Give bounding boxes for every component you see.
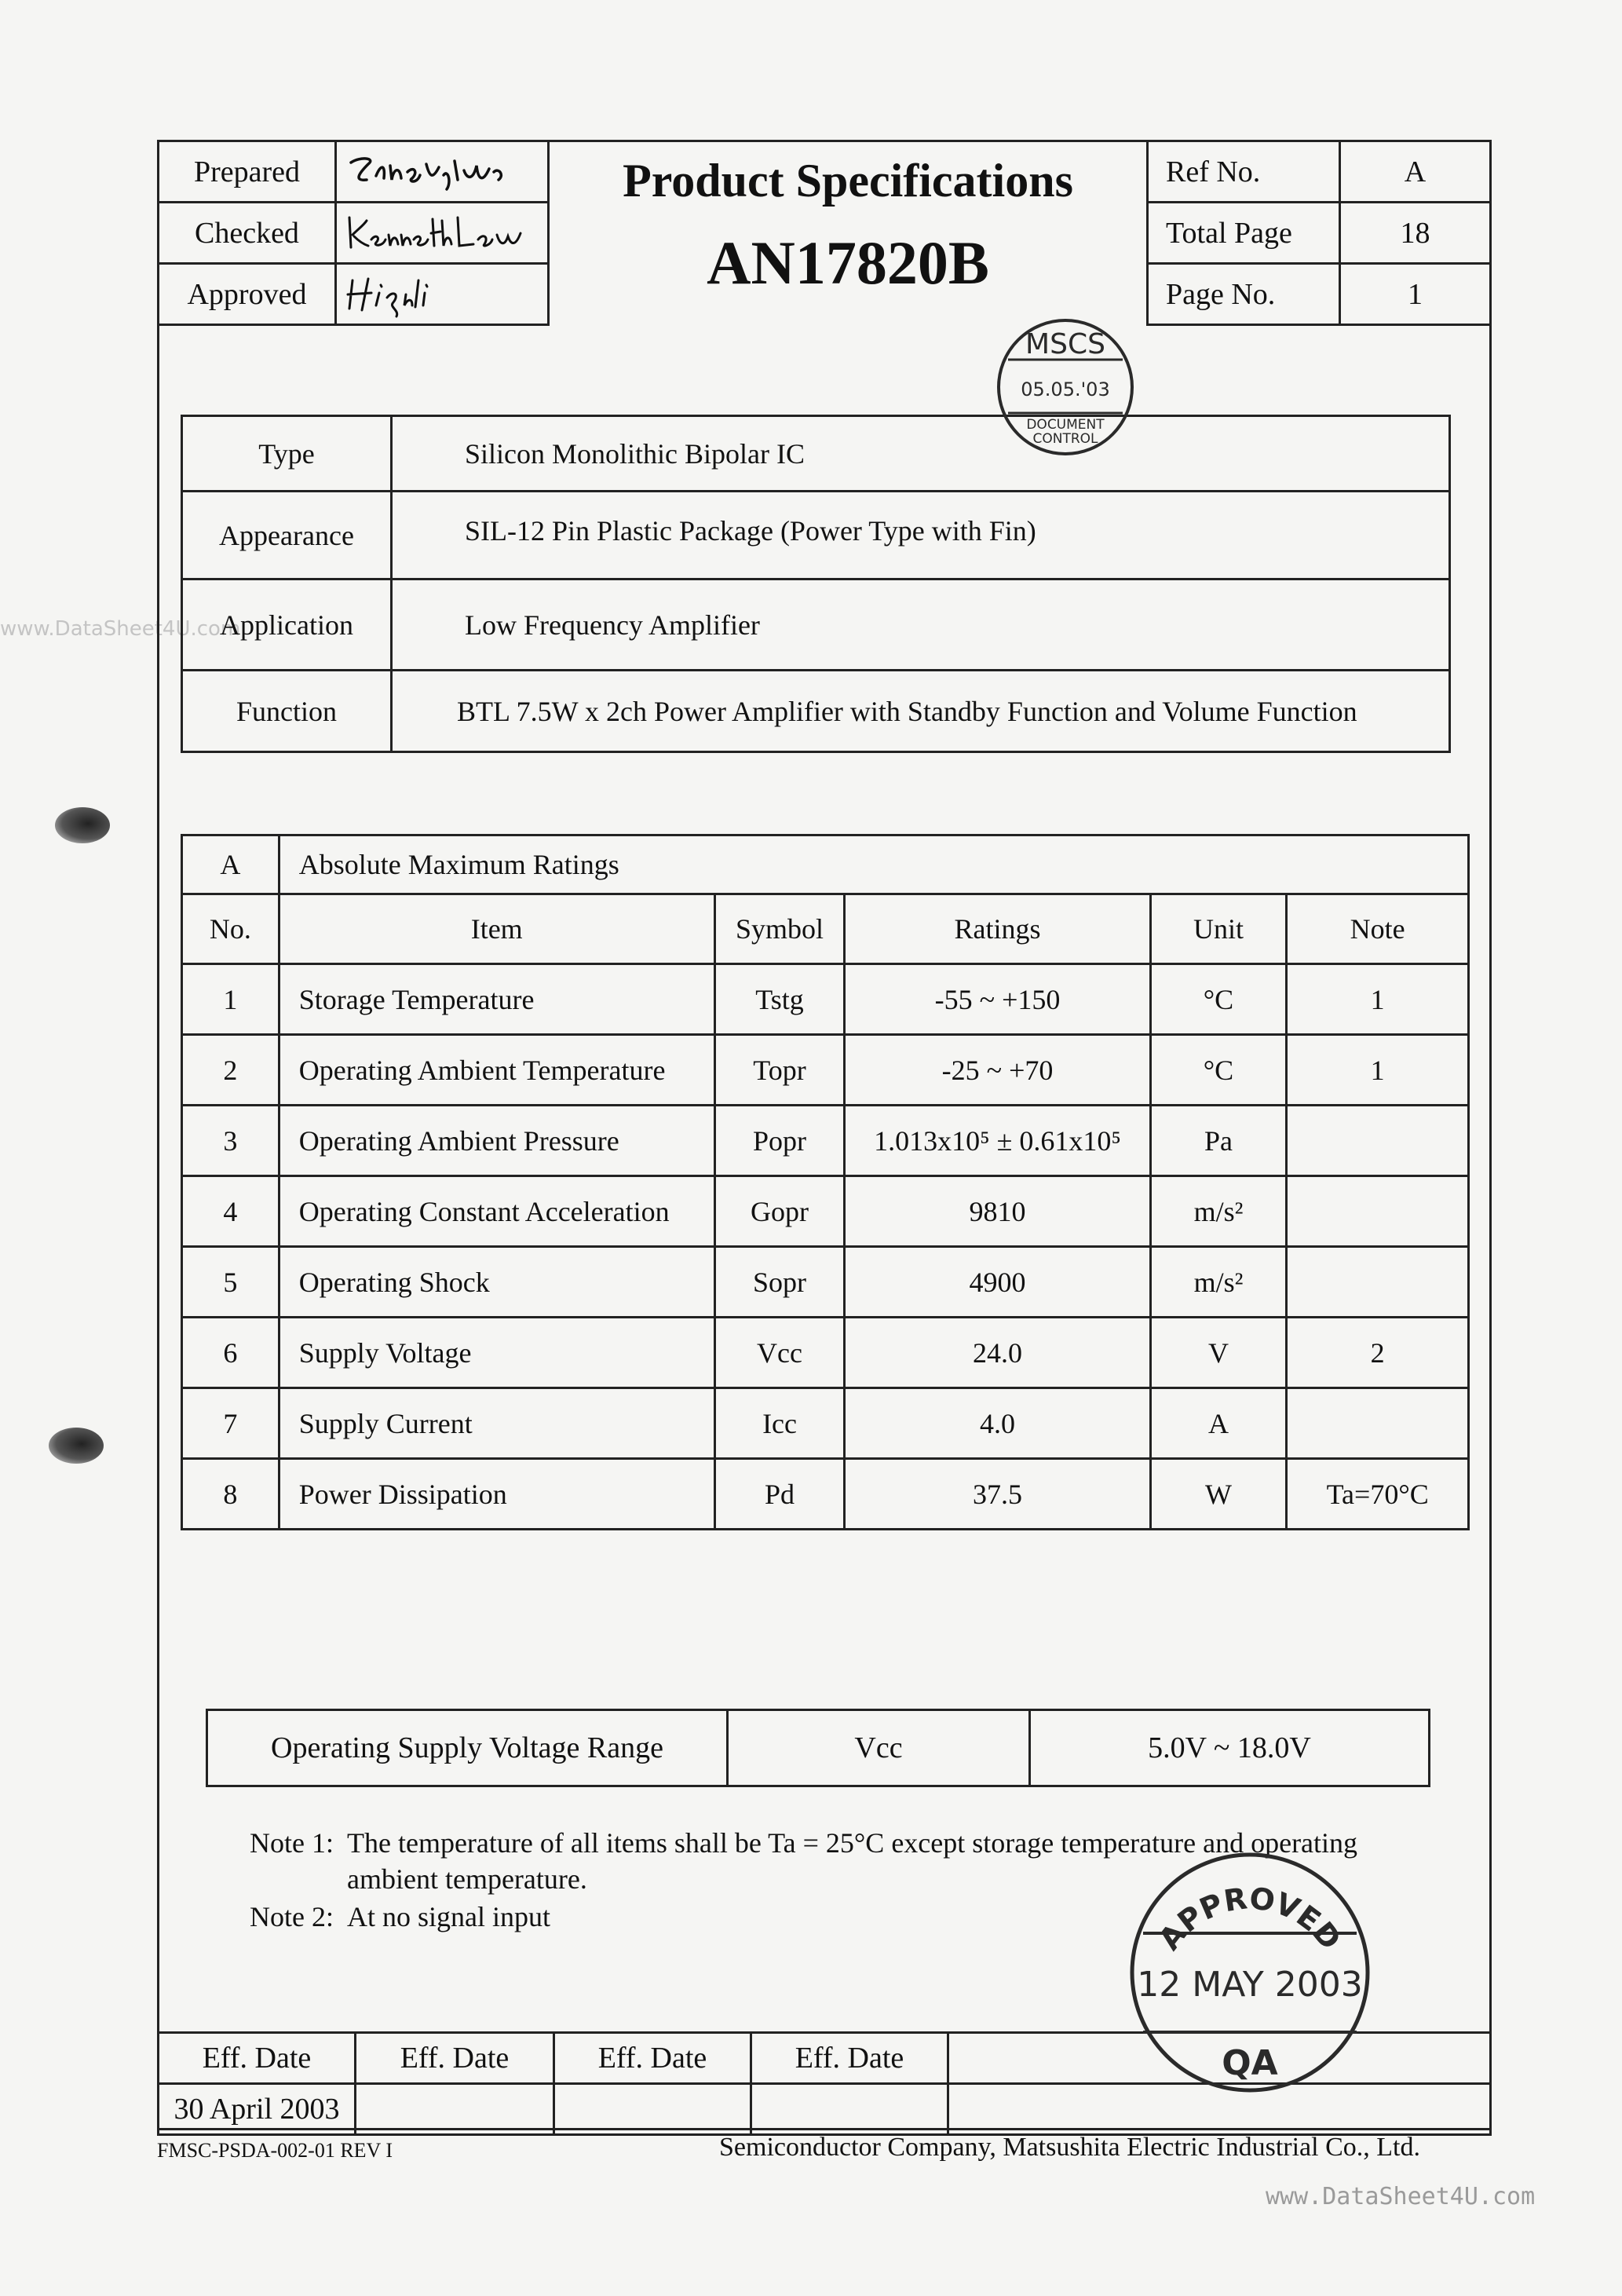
row-note bbox=[1287, 1106, 1469, 1176]
mscs-stamp-document: DOCUMENT bbox=[1026, 417, 1105, 433]
row-unit: W bbox=[1150, 1459, 1287, 1530]
row-unit: m/s² bbox=[1150, 1176, 1287, 1247]
row-note: 2 bbox=[1287, 1318, 1469, 1388]
mscs-stamp-control: CONTROL bbox=[1032, 431, 1098, 447]
ref-row bbox=[1148, 141, 1491, 203]
approved-stamp-date: 12 MAY 2003 bbox=[1137, 1965, 1363, 2005]
eff-date-empty bbox=[751, 2084, 948, 2135]
approved-signature bbox=[335, 264, 548, 325]
row-item: Power Dissipation bbox=[279, 1459, 714, 1530]
row-item: Supply Current bbox=[279, 1388, 714, 1459]
table-row bbox=[182, 1388, 1469, 1459]
row-rating: -25 ~ +70 bbox=[845, 1035, 1150, 1106]
op-supply-item: Operating Supply Voltage Range bbox=[207, 1710, 728, 1786]
checked-label: Checked bbox=[159, 203, 336, 264]
side-watermark: www.DataSheet4U.com bbox=[0, 617, 241, 641]
type-row bbox=[182, 416, 1450, 492]
column-header: Symbol bbox=[714, 894, 845, 964]
row-note bbox=[1287, 1176, 1469, 1247]
row-no: 5 bbox=[182, 1247, 279, 1318]
row-item: Operating Ambient Pressure bbox=[279, 1106, 714, 1176]
application-key: Application bbox=[182, 579, 392, 671]
eff-date-label: Eff. Date bbox=[751, 2033, 948, 2084]
row-rating: 9810 bbox=[845, 1176, 1150, 1247]
approved-stamp-arc-text bbox=[1152, 1881, 1348, 1956]
row-rating: 24.0 bbox=[845, 1318, 1150, 1388]
row-unit: A bbox=[1150, 1388, 1287, 1459]
appearance-row bbox=[182, 492, 1450, 579]
reference-table bbox=[1146, 140, 1492, 326]
row-rating: 37.5 bbox=[845, 1459, 1150, 1530]
row-symbol: Sopr bbox=[714, 1247, 845, 1318]
application-value: Low Frequency Amplifier bbox=[392, 579, 1450, 671]
row-note bbox=[1287, 1388, 1469, 1459]
row-rating: -55 ~ +150 bbox=[845, 964, 1150, 1035]
row-symbol: Icc bbox=[714, 1388, 845, 1459]
column-header: Note bbox=[1287, 894, 1469, 964]
row-no: 8 bbox=[182, 1459, 279, 1530]
row-note bbox=[1287, 1247, 1469, 1318]
approved-stamp-dept: QA bbox=[1222, 2043, 1278, 2083]
row-unit: °C bbox=[1150, 964, 1287, 1035]
page-no-label: Page No. bbox=[1148, 264, 1340, 325]
type-value: Silicon Monolithic Bipolar IC bbox=[392, 416, 1450, 492]
row-unit: m/s² bbox=[1150, 1247, 1287, 1318]
ref-no-label: Ref No. bbox=[1148, 141, 1340, 203]
row-rating: 4.0 bbox=[845, 1388, 1150, 1459]
mscs-stamp-title: MSCS bbox=[1025, 328, 1105, 360]
row-no: 3 bbox=[182, 1106, 279, 1176]
row-symbol: Gopr bbox=[714, 1176, 845, 1247]
row-symbol: Popr bbox=[714, 1106, 845, 1176]
function-key: Function bbox=[182, 671, 392, 752]
eff-date-value: 30 April 2003 bbox=[159, 2084, 356, 2135]
approved-label: Approved bbox=[159, 264, 336, 325]
table-row bbox=[182, 1247, 1469, 1318]
total-page-label: Total Page bbox=[1148, 203, 1340, 264]
ref-no-value: A bbox=[1340, 141, 1491, 203]
row-rating: 4900 bbox=[845, 1247, 1150, 1318]
function-value: BTL 7.5W x 2ch Power Amplifier with Standby Function and Volume Function bbox=[392, 671, 1450, 752]
checked-signature bbox=[335, 203, 548, 264]
row-note: 1 bbox=[1287, 964, 1469, 1035]
prepared-signature bbox=[335, 141, 548, 203]
mscs-stamp bbox=[991, 313, 1140, 462]
mscs-stamp-date: 05.05.'03 bbox=[1021, 378, 1110, 400]
column-header: Ratings bbox=[845, 894, 1150, 964]
function-row bbox=[182, 671, 1450, 752]
row-unit: Pa bbox=[1150, 1106, 1287, 1176]
table-row bbox=[182, 964, 1469, 1035]
punch-hole-top bbox=[55, 807, 110, 843]
table-row bbox=[182, 1106, 1469, 1176]
row-no: 7 bbox=[182, 1388, 279, 1459]
column-header: Item bbox=[279, 894, 714, 964]
row-no: 4 bbox=[182, 1176, 279, 1247]
eff-date-empty bbox=[356, 2084, 554, 2135]
document-title: Product Specifications bbox=[623, 155, 1073, 207]
ratings-header-row bbox=[182, 894, 1469, 964]
row-symbol: Vcc bbox=[714, 1318, 845, 1388]
row-unit: V bbox=[1150, 1318, 1287, 1388]
column-header: No. bbox=[182, 894, 279, 964]
operating-supply-row bbox=[207, 1710, 1430, 1786]
row-note: Ta=70°C bbox=[1287, 1459, 1469, 1530]
signoff-row-checked bbox=[159, 203, 549, 264]
operating-supply-table bbox=[206, 1709, 1430, 1787]
table-row bbox=[182, 1459, 1469, 1530]
signoff-row-prepared bbox=[159, 141, 549, 203]
eff-date-label: Eff. Date bbox=[159, 2033, 356, 2084]
type-table bbox=[181, 415, 1451, 753]
company-name: Semiconductor Company, Matsushita Electric Industrial Co., Ltd. bbox=[719, 2133, 1420, 2162]
note1-label: Note 1: bbox=[250, 1827, 334, 1859]
row-item: Operating Constant Acceleration bbox=[279, 1176, 714, 1247]
row-rating: 1.013x10⁵ ± 0.61x10⁵ bbox=[845, 1106, 1150, 1176]
row-item: Operating Ambient Temperature bbox=[279, 1035, 714, 1106]
row-symbol: Tstg bbox=[714, 964, 845, 1035]
row-unit: °C bbox=[1150, 1035, 1287, 1106]
note2-text: At no signal input bbox=[347, 1901, 550, 1932]
page-no-row bbox=[1148, 264, 1491, 325]
eff-date-empty bbox=[554, 2084, 751, 2135]
note2-label: Note 2: bbox=[250, 1901, 334, 1932]
row-item: Storage Temperature bbox=[279, 964, 714, 1035]
row-symbol: Pd bbox=[714, 1459, 845, 1530]
note1-line1: The temperature of all items shall be Ta = 25°C except storage temperature and operating bbox=[347, 1827, 1358, 1859]
punch-hole-bottom bbox=[49, 1428, 104, 1464]
row-note: 1 bbox=[1287, 1035, 1469, 1106]
type-key: Type bbox=[182, 416, 392, 492]
row-item: Supply Voltage bbox=[279, 1318, 714, 1388]
total-page-value: 18 bbox=[1340, 203, 1491, 264]
table-row bbox=[182, 1176, 1469, 1247]
approved-stamp-title: APPROVED bbox=[1152, 1881, 1348, 1957]
checked-signature-image bbox=[345, 210, 541, 257]
prepared-label: Prepared bbox=[159, 141, 336, 203]
appearance-key: Appearance bbox=[182, 492, 392, 579]
approved-signature-image bbox=[345, 271, 541, 318]
section-letter: A bbox=[182, 835, 279, 894]
total-page-row bbox=[1148, 203, 1491, 264]
signoff-table bbox=[157, 140, 550, 326]
note1-line2: ambient temperature. bbox=[347, 1863, 587, 1895]
part-number: AN17820B bbox=[707, 229, 989, 297]
column-header: Unit bbox=[1150, 894, 1287, 964]
eff-date-label: Eff. Date bbox=[554, 2033, 751, 2084]
eff-date-label: Eff. Date bbox=[356, 2033, 554, 2084]
row-no: 6 bbox=[182, 1318, 279, 1388]
bottom-watermark: www.DataSheet4U.com bbox=[1266, 2183, 1536, 2210]
section-title: Absolute Maximum Ratings bbox=[279, 835, 1468, 894]
approved-stamp bbox=[1124, 1847, 1375, 2098]
form-code: FMSC-PSDA-002-01 REV I bbox=[157, 2139, 393, 2162]
absolute-max-ratings-table bbox=[181, 834, 1470, 1530]
row-item: Operating Shock bbox=[279, 1247, 714, 1318]
ratings-section-row bbox=[182, 835, 1469, 894]
table-row bbox=[182, 1035, 1469, 1106]
table-row bbox=[182, 1318, 1469, 1388]
application-row bbox=[182, 579, 1450, 671]
page-no-value: 1 bbox=[1340, 264, 1491, 325]
op-supply-range: 5.0V ~ 18.0V bbox=[1030, 1710, 1430, 1786]
signoff-row-approved bbox=[159, 264, 549, 325]
row-no: 1 bbox=[182, 964, 279, 1035]
row-no: 2 bbox=[182, 1035, 279, 1106]
op-supply-symbol: Vcc bbox=[728, 1710, 1030, 1786]
row-symbol: Topr bbox=[714, 1035, 845, 1106]
prepared-signature-image bbox=[345, 148, 541, 196]
appearance-value: SIL-12 Pin Plastic Package (Power Type with Fin) bbox=[392, 492, 1450, 579]
